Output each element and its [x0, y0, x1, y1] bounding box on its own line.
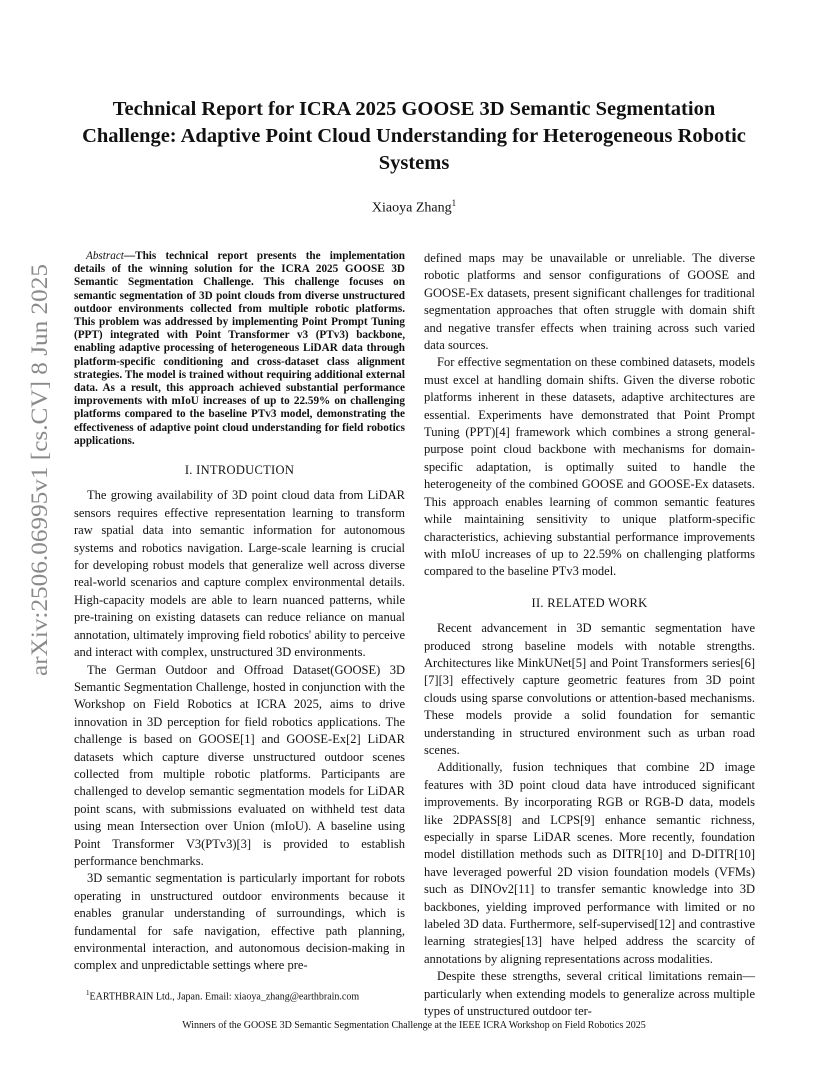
footnote: [74, 987, 405, 1003]
author-name: Xiaoya Zhang: [371, 200, 452, 216]
abstract-text: This technical report presents the implementation details of the winning solution for the ICRA 2025 GOOSE 3D Semantic Segmentation Challenge. This challenge focuses on semantic segmentation of 3D point clouds from diverse unstructured outdoor environments collected from multiple robotic platforms. This problem was addressed by implementing Point Prompt Tuning (PPT) integrated with Point Transformer v3 (PTv3) backbone, enabling adaptive processing of heterogeneous LiDAR data through platform-specific conditioning and cross-dataset class alignment strategies. The model is trained without requiring additional external data. As a result, this approach achieved substantial performance improvements with mIoU increases of up to 22.59% on challenging platforms compared to the baseline PTv3 model, demonstrating the effectiveness of adaptive point cloud understanding for field robotics applications.: [74, 250, 405, 447]
abstract-label: Abstract: [86, 250, 124, 262]
intro-paragraph-3: 3D semantic segmentation is particularly important for robots operating in unstructured outdoor environments because it enables granular understanding of surroundings, which is fundamental for safe navigation, effective path planning, environmental interaction, and autonomous decision-making in complex and unpredictable settings where pre-: [74, 871, 405, 973]
arxiv-stamp: [14, 260, 58, 680]
paper-title: Technical Report for ICRA 2025 GOOSE 3D Semantic Segmentation Challenge: Adaptive Point Cloud Understanding for Heterogeneous Robotic Systems: [82, 98, 746, 174]
right-column: [424, 250, 755, 1020]
author-line: [0, 198, 828, 217]
related-paragraph-3: Despite these strengths, several critical limitations remain—particularly when extending models to generalize across multiple types of unstructured outdoor ter-: [424, 969, 755, 1019]
arxiv-id: arXiv:2506.06995v1 [cs.CV] 8 Jun 2025: [27, 300, 52, 676]
left-column: [74, 250, 405, 1003]
section-heading-related-work: II. RELATED WORK: [531, 595, 648, 610]
abstract-dash: —: [123, 250, 136, 262]
related-paragraph-2: Additionally, fusion techniques that combine 2D image features with 3D point cloud data have introduced significant improvements. By incorporating RGB or RGB-D data, models like 2DPASS[8] and LCPS[9] enhance semantic richness, especially in sparse LiDAR scenes. More recently, foundation model distillation methods such as DITR[10] and D-DITR[10] have leveraged powerful 2D vision foundation models (VFMs) such as DINOv2[11] to transfer semantic knowledge into 3D backbones, yielding improved performance with limited or no labeled 3D data. Furthermore, self-supervised[12] and contrastive learning strategies[13] have helped address the scarcity of annotations by aligning representations across modalities.: [424, 760, 755, 966]
page-footer: Winners of the GOOSE 3D Semantic Segmentation Challenge at the IEEE ICRA Workshop on Field Robotics 2025: [182, 1020, 646, 1031]
related-paragraph-1: Recent advancement in 3D semantic segmentation have produced strong baseline models with notable strengths. Architectures like MinkUNet[5] and Point Transformers series[6][7][3] effectively capture geometric features from 3D point clouds using sparse convolutions or attention-based mechanisms. These models provide a solid foundation for semantic understanding in structured environment such as urban road scenes.: [424, 621, 755, 757]
abstract: [74, 250, 405, 448]
section-heading-introduction: I. INTRODUCTION: [184, 463, 295, 478]
footnote-mark: 1: [86, 988, 90, 997]
intro-paragraph-1: The growing availability of 3D point cloud data from LiDAR sensors requires effective representation learning to transform raw spatial data into semantic information for autonomous systems and robotics navigation. Large-scale learning is crucial for developing robust models that generalize well across diverse real-world scenarios and capture complex environmental details. High-capacity models are able to learn nuanced patterns, while pre-training on existing datasets can reduce reliance on manual annotation, ultimately improving field robotics' ability to perceive and interact with complex, unstructured 3D environments.: [74, 488, 405, 660]
intro-paragraph-2: The German Outdoor and Offroad Dataset(GOOSE) 3D Semantic Segmentation Challenge, hosted in conjunction with the Workshop on Field Robotics at ICRA 2025, aims to drive innovation in 3D perception for field robotics applications. The challenge is based on GOOSE[1] and GOOSE-Ex[2] LiDAR datasets which capture diverse unstructured outdoor scenes collected from multiple robotic platforms. Participants are challenged to develop semantic segmentation models for LiDAR point scans, with submissions evaluated on withheld test data using mean Intersection over Union (mIoU). A baseline using Point Transformer V3(PTv3)[3] is provided to establish performance benchmarks.: [74, 662, 405, 868]
intro-paragraph-3-continued: defined maps may be unavailable or unreliable. The diverse robotic platforms and sensor configurations of GOOSE and GOOSE-Ex datasets, present significant challenges for traditional segmentation approaches that often struggle with domain shift and negative transfer effects when training across such varied data sources.: [424, 251, 755, 353]
footnote-text: EARTHBRAIN Ltd., Japan. Email: xiaoya_zhang@earthbrain.com: [89, 991, 360, 1003]
intro-paragraph-4: For effective segmentation on these combined datasets, models must excel at handling domain shifts. Given the diverse robotic platforms inherent in these datasets, adaptive architectures are essential. Experiments have demonstrated that Point Prompt Tuning (PPT)[4] framework which combines a strong general-purpose point cloud backbone with mechanisms for domain-specific adaptation, is optimally suited to handle the heterogeneity of the combined GOOSE and GOOSE-Ex datasets. This approach enables learning of common semantic features while maintaining sensitivity to unique platform-specific characteristics, achieving substantial performance improvements with mIoU increases of up to 22.59% on challenging platforms compared to the baseline PTv3 model.: [424, 355, 755, 579]
author-footnote-mark: 1: [451, 198, 457, 208]
